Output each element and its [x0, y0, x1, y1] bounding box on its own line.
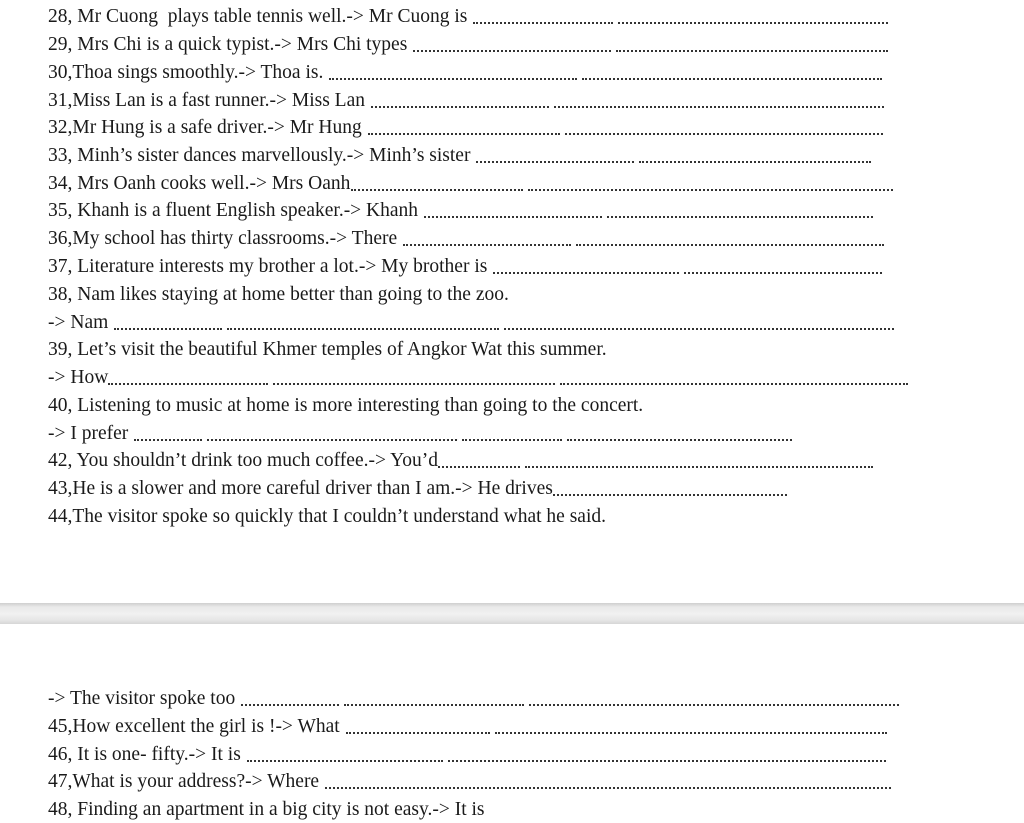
answer-blank [247, 746, 443, 760]
answer-blank [567, 425, 792, 439]
exercise-30: 30,Thoa sings smoothly.-> Thoa is. [48, 60, 882, 86]
answer-blank [565, 119, 883, 133]
exercise-33: 33, Minh’s sister dances marvellously.-> Minh’s sister [48, 143, 871, 169]
answer-blank [448, 746, 886, 760]
worksheet-page-2 [0, 624, 1024, 820]
answer-blank [476, 147, 634, 161]
answer-blank [134, 425, 202, 439]
exercise-48: 48, Finding an apartment in a big city is not easy.-> It is [48, 799, 485, 820]
exercise-42: 42, You shouldn’t drink too much coffee.-> You’d [48, 448, 873, 474]
exercise-44-answer: -> The visitor spoke too [48, 686, 899, 712]
exercise-38-answer: -> Nam [48, 310, 894, 336]
exercise-40-answer: -> I prefer [48, 421, 792, 447]
answer-blank [493, 258, 679, 272]
answer-blank [462, 425, 562, 439]
answer-blank [495, 718, 887, 732]
answer-blank [639, 147, 871, 161]
answer-blank [108, 369, 268, 383]
answer-blank [371, 92, 549, 106]
answer-blank [344, 690, 524, 704]
answer-blank [241, 690, 339, 704]
answer-blank [529, 690, 899, 704]
answer-blank [504, 314, 894, 328]
exercise-39-answer: -> How [48, 365, 908, 391]
exercise-38: 38, Nam likes staying at home better than going to the zoo. [48, 284, 509, 305]
exercise-32: 32,Mr Hung is a safe driver.-> Mr Hung [48, 115, 883, 141]
answer-blank [329, 64, 577, 78]
answer-blank [553, 480, 787, 494]
answer-blank [351, 175, 523, 189]
exercise-29: 29, Mrs Chi is a quick typist.-> Mrs Chi types [48, 32, 888, 58]
exercise-43: 43,He is a slower and more careful driver than I am.-> He drives [48, 476, 787, 502]
exercise-34: 34, Mrs Oanh cooks well.-> Mrs Oanh [48, 171, 893, 197]
answer-blank [227, 314, 499, 328]
answer-blank [325, 773, 891, 787]
exercise-45: 45,How excellent the girl is !-> What [48, 714, 887, 740]
exercise-31: 31,Miss Lan is a fast runner.-> Miss Lan [48, 88, 884, 114]
exercise-35: 35, Khanh is a fluent English speaker.-> Khanh [48, 198, 873, 224]
exercise-28: 28, Mr Cuong plays table tennis well.-> Mr Cuong is [48, 4, 888, 30]
answer-blank [582, 64, 882, 78]
answer-blank [525, 452, 873, 466]
answer-blank [616, 36, 888, 50]
exercise-47: 47,What is your address?-> Where [48, 769, 891, 795]
exercise-40: 40, Listening to music at home is more interesting than going to the concert. [48, 395, 644, 416]
answer-blank [207, 425, 457, 439]
answer-blank [554, 92, 884, 106]
answer-blank [346, 718, 490, 732]
answer-blank [618, 8, 888, 22]
exercise-39: 39, Let’s visit the beautiful Khmer temples of Angkor Wat this summer. [48, 339, 607, 360]
exercise-44: 44,The visitor spoke so quickly that I couldn’t understand what he said. [48, 506, 606, 527]
answer-blank [368, 119, 560, 133]
answer-blank [438, 452, 520, 466]
answer-blank [684, 258, 882, 272]
answer-blank [403, 230, 571, 244]
answer-blank [528, 175, 893, 189]
answer-blank [607, 202, 873, 216]
answer-blank [424, 202, 602, 216]
exercise-46: 46, It is one- fifty.-> It is [48, 742, 886, 768]
answer-blank [114, 314, 222, 328]
exercise-36: 36,My school has thirty classrooms.-> There [48, 226, 884, 252]
page-break [0, 603, 1024, 624]
answer-blank [413, 36, 611, 50]
answer-blank [560, 369, 908, 383]
answer-blank [473, 8, 613, 22]
answer-blank [576, 230, 884, 244]
answer-blank [273, 369, 555, 383]
exercise-37: 37, Literature interests my brother a lot.-> My brother is [48, 254, 882, 280]
